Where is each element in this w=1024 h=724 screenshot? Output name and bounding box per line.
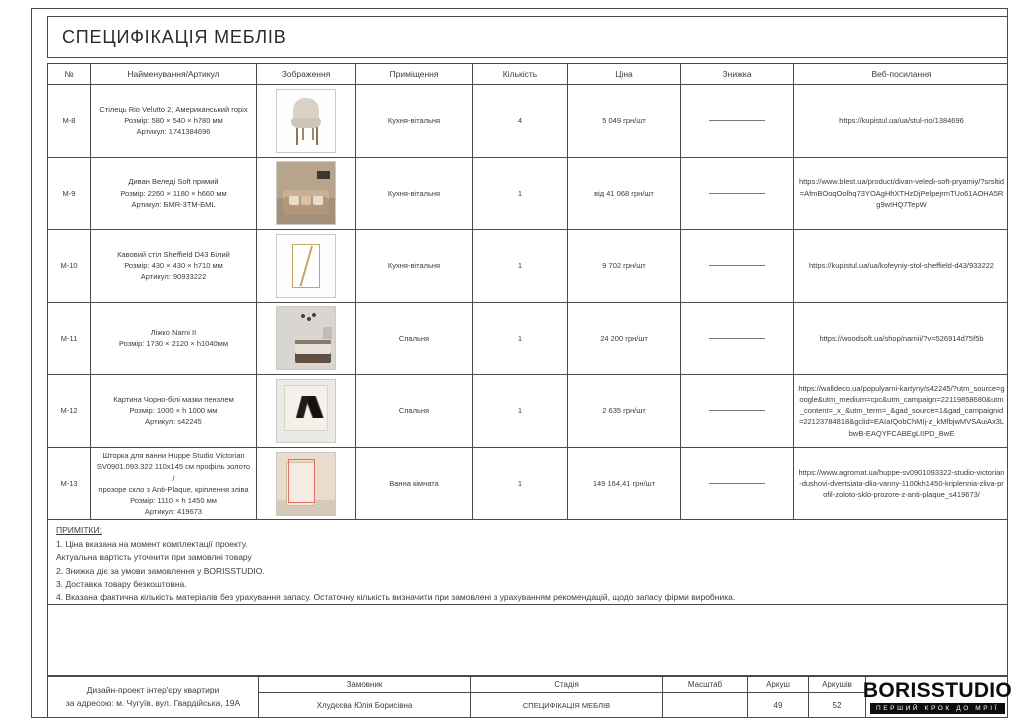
stage-value: СПЕЦИФІКАЦІЯ МЕБЛІВ [522,700,611,710]
row-qty: 1 [517,479,523,489]
row-image-cell [257,303,356,375]
row-id-cell [48,85,91,157]
row-price-cell [568,158,681,230]
row-id-cell [48,375,91,447]
table-row [48,448,1007,521]
row-url: https://kupistul.ua/ua/stul-rio/1384696 [839,116,964,126]
row-room-cell [356,230,473,302]
row-discount-cell [681,375,794,447]
spec-table [47,63,1008,521]
column-header: Найменування/Артикул [91,64,257,84]
row-image-cell [257,85,356,157]
notes-title: ПРИМІТКИ: [56,525,102,535]
row-id: М-9 [62,188,76,198]
row-price: 24 200 грн/шт [600,333,648,343]
discount-dash [709,265,765,266]
row-qty-cell [473,230,568,302]
row-url: https://woodsoft.ua/shop/narnii/?v=526914d75f5b [819,333,984,343]
note-line: 1. Ціна вказана на момент комплектації проекту. [56,539,248,550]
row-discount-cell [681,158,794,230]
row-qty: 4 [517,116,523,126]
note-line: Актуальна вартість уточнити при замовлні товару [56,552,252,563]
row-price-cell [568,375,681,447]
row-image-cell [257,158,356,230]
spec-line: Розмір: 1000 × h 1000 мм [129,406,218,416]
product-photo-chair [276,89,336,153]
sheets-label: Аркушів [809,677,865,693]
row-price: 9 702 грн/шт [602,261,646,271]
row-price-cell [568,230,681,302]
row-price-cell [568,448,681,521]
studio-logo [862,677,1013,717]
spec-line: Розмір: 430 × 430 × h710 мм [124,261,223,271]
row-name-cell [91,158,257,230]
sheets-total-cell [809,677,866,717]
notes-lines [56,538,999,604]
row-room: Кухня-вітальня [387,116,441,126]
row-price: 5 049 грн/шт [602,116,646,126]
note-line: 2. Знижка діє за умови замовлення у BORISSTUDIO. [56,565,265,576]
page-title: СПЕЦИФІКАЦІЯ МЕБЛІВ [62,26,287,47]
spec-line: Артикул: 90933222 [140,272,207,282]
row-room-cell [356,448,473,521]
column-header: Знижка [681,64,794,84]
row-url: https://kupistul.ua/ua/kofeyniy-stol-sheffield-d43/933222 [809,261,994,271]
row-qty-cell [473,375,568,447]
discount-dash [709,338,765,339]
spec-line: Артикул: БМR-3ТМ-БМL [131,199,216,209]
spec-line: Артикул: s42245 [145,417,202,427]
row-url: https://www.blest.ua/product/divan-veledi-soft-pryamiy/?srsltid=AfmBOoqOolhq73YOAgHhXTHzDjPelpejrmTUo61AOHA5Rg9wIHQ7TepW [798,177,1005,209]
row-price: від 41 068 грн/шт [594,188,654,198]
row-name-cell [91,375,257,447]
sheet-value: 49 [773,700,783,710]
row-room-cell [356,85,473,157]
row-url-cell [794,230,1009,302]
row-discount-cell [681,303,794,375]
column-header: Зображення [257,64,356,84]
stage-cell [471,677,663,717]
row-qty-cell [473,448,568,521]
product-photo-bed [276,306,336,370]
row-name-cell [91,303,257,375]
stage-label: Стадія [471,677,662,693]
row-id-cell [48,230,91,302]
row-url: https://walldeco.ua/populyarni-kartyny/s42245/?utm_source=google&utm_medium=cpc&utm_campaign=22119858680&utm_content=_x_&utm_term=_&gad_source=1&gad_campaignid=22123784818&gclid=EAIaIQobChMIj-z_kMfbjwMVSAuiAx3LbwB-EAQYFCABEgLIIPD_BwE [798,383,1005,438]
row-url: https://www.agromat.ua/huppe-sv0901093322-studio-victorian-dushovi-dvertsiata-dlia-vanny-1100kh1450-kriplennia-zliva-profil-zoloto-sklo-prozore-z-anti-plaque_s419673/ [798,467,1005,500]
title-block [47,676,1013,718]
row-image-cell [257,230,356,302]
row-image-cell [257,448,356,521]
project-line1: Дизайн-проект інтер'єру квартири [86,685,220,696]
note-line: 3. Доставка товару безкоштовна. [56,578,187,589]
table-row [48,375,1007,448]
project-line2: за адресою: м. Чугуїв, вул. Гвардійська, 19А [65,698,241,708]
spec-rows [48,85,1007,520]
row-id: М-8 [62,116,76,126]
row-price: 149 164,41 грн/шт [592,479,656,489]
spec-line: Розмір: 580 × 540 × h780 мм [124,116,223,126]
spec-line: Картина Чорно-білі мазки пензлем [113,394,234,404]
spec-line: Розмір: 1730 × 2120 × h1040мм [119,339,228,349]
row-id: М-13 [60,479,78,489]
column-header: Веб-посилання [871,69,932,79]
spec-line: SV0901.093.322 110x145 см профіль золото / [96,462,251,483]
row-url-cell [794,158,1009,230]
notes-box [47,519,1008,676]
customer-cell [259,677,471,717]
sheet-number-cell [748,677,809,717]
row-id-cell [48,158,91,230]
logo-wordmark: BORISSTUDIO [862,678,1013,702]
column-header: № [48,64,91,84]
discount-dash [709,120,765,121]
customer-value: Хлудєєва Юлія Борисівна [316,700,413,710]
row-room-cell [356,375,473,447]
discount-dash [709,193,765,194]
row-price: 2 635 грн/шт [602,406,646,416]
spec-line: Артикул: 419673 [144,507,203,517]
row-id: М-10 [60,261,78,271]
row-name-cell [91,448,257,521]
column-header: Кількість [473,64,568,84]
row-qty: 1 [517,261,523,271]
row-room-cell [356,158,473,230]
notes-text [48,520,1007,605]
table-header-row [48,64,1007,85]
row-room: Кухня-вітальня [387,261,441,271]
spec-line: Шторка для ванни Huppe Studio Victorian [102,451,245,460]
customer-label: Замовник [259,677,470,693]
product-photo-sofa [276,161,336,225]
row-room: Спальня [398,333,430,343]
table-row [48,230,1007,303]
project-address-cell [48,677,259,717]
spec-line: Артикул: 1741384696 [136,127,211,137]
column-header: Приміщення [356,64,473,84]
row-room: Спальня [398,406,430,416]
scale-cell [663,677,748,717]
row-image-cell [257,375,356,447]
product-photo-table [276,234,336,298]
row-id: М-12 [60,406,78,416]
title-box [47,16,1008,58]
row-qty: 1 [517,406,523,416]
row-name-cell [91,230,257,302]
row-name-cell [91,85,257,157]
spec-line: Кавовий стіл Sheffield D43 Білий [117,249,230,259]
row-id-cell [48,303,91,375]
logo-tagline: ПЕРШИЙ КРОК ДО МРІЇ [870,703,1005,715]
spec-line: Диван Веледі Soft прямий [128,177,219,187]
spec-line: прозоре скло з Anti-Plaque, кріплення зліва [98,484,249,494]
scale-label: Масштаб [663,677,747,693]
row-room: Ванна кімната [389,479,439,489]
row-price-cell [568,85,681,157]
spec-line: Ліжко Narni II [150,328,197,337]
row-qty-cell [473,158,568,230]
sheet-label: Аркуш [748,677,808,693]
table-row [48,85,1007,158]
row-discount-cell [681,230,794,302]
column-header: Ціна [568,64,681,84]
product-photo-shower [276,452,336,516]
table-row [48,303,1007,376]
row-room: Кухня-вітальня [387,188,441,198]
note-line: 4. Вказана фактична кількість матеріалів без урахування запасу. Остаточну кількість визначити при замовлені з урахуванням рекомендацій, щодо запасу фірми виробника. [56,591,736,602]
row-url-cell [794,448,1009,521]
product-photo-art [276,379,336,443]
row-price-cell [568,303,681,375]
row-id-cell [48,448,91,521]
table-row [48,158,1007,231]
spec-line: Розмір: 2260 × 1180 × h660 мм [120,188,227,198]
discount-dash [709,483,765,484]
row-qty-cell [473,85,568,157]
row-qty: 1 [517,333,523,343]
row-url-cell [794,85,1009,157]
sheets-value: 52 [832,700,842,710]
row-room-cell [356,303,473,375]
row-id: М-11 [60,333,78,343]
row-url-cell [794,303,1009,375]
discount-dash [709,410,765,411]
spec-line: Розмір: 1110 × h 1450 мм [130,496,217,505]
spec-line: Стілець Rio Velutto 2, Американський горіх [99,104,248,114]
row-qty: 1 [517,188,523,198]
row-discount-cell [681,85,794,157]
scale-value [663,693,747,717]
row-discount-cell [681,448,794,521]
row-qty-cell [473,303,568,375]
row-url-cell [794,375,1009,447]
